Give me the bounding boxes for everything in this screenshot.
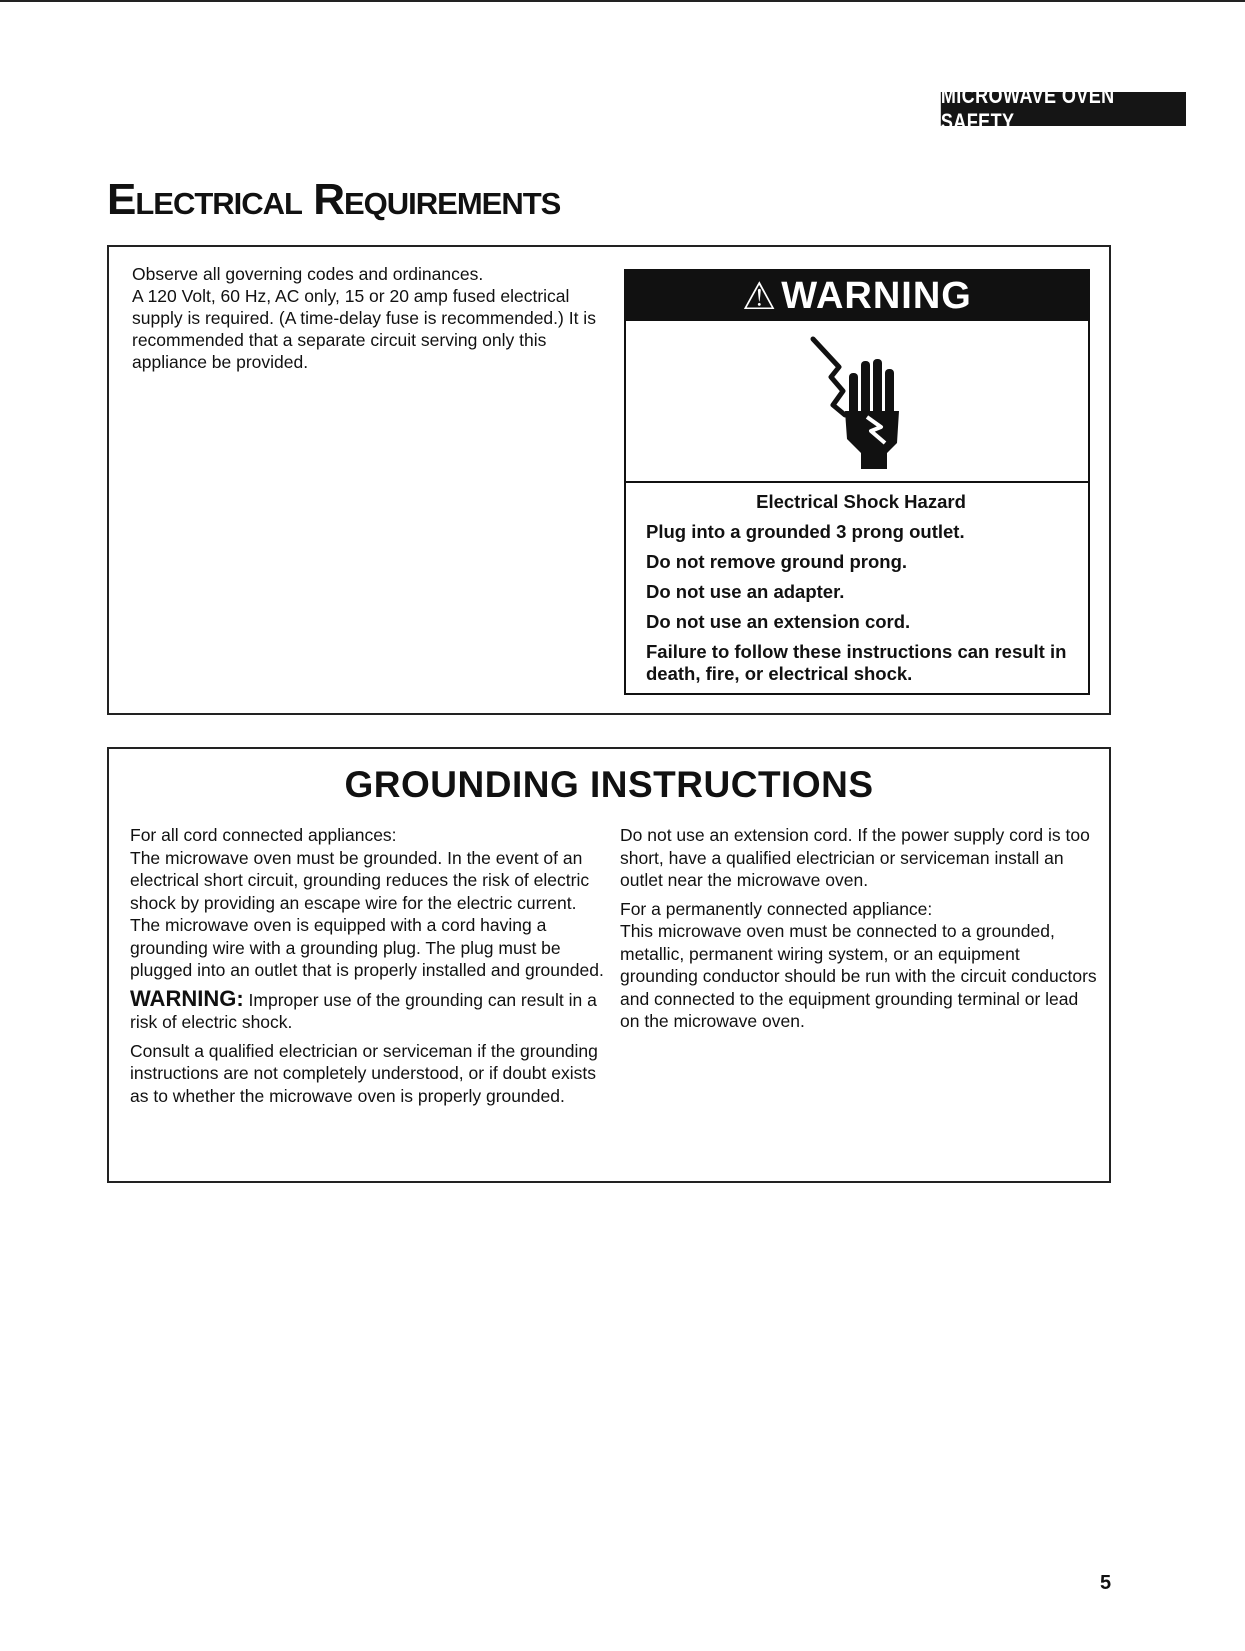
top-rule: [0, 0, 1245, 2]
cord-connected-label: For all cord connected appliances:: [130, 825, 397, 845]
alert-triangle-icon: ⚠: [742, 275, 778, 318]
extension-paragraph: Do not use an extension cord. If the power supply cord is too short, have a qualified electrician or serviceman install an outlet near the microwave oven.: [620, 825, 1090, 890]
electrical-paragraph-2: A 120 Volt, 60 Hz, AC only, 15 or 20 amp fused electrical supply is required. (A time-delay fuse is recommended.) It is recommended that a separate circuit serving only this appliance be provided.: [132, 286, 596, 372]
hazard-line: Do not use an extension cord.: [646, 611, 911, 632]
hazard-line: Failure to follow these instructions can result in death, fire, or electrical shock.: [646, 641, 1067, 684]
hazard-line: Plug into a grounded 3 prong outlet.: [646, 521, 965, 542]
hazard-symbol-area: [626, 321, 1088, 483]
hazard-line: Do not use an adapter.: [646, 581, 845, 602]
hazard-title: Electrical Shock Hazard: [756, 491, 966, 512]
electrical-requirements-text: [132, 263, 602, 373]
permanent-body: This microwave oven must be connected to a grounded, metallic, permanent wiring system, or an equipment grounding conductor should be run with the circuit conductors and connected to the equipment grounding terminal or lead on the microwave oven.: [620, 921, 1097, 1031]
warning-header: [626, 271, 1088, 321]
warning-box: [624, 269, 1090, 695]
grounding-title: GROUNDING INSTRUCTIONS: [344, 764, 874, 805]
inline-warning-body: Improper use of the grounding can result in a risk of electric shock.: [130, 989, 597, 1032]
cord-connected-body: The microwave oven must be grounded. In the event of an electrical short circuit, grounding reduces the risk of electric shock by providing an escape wire for the electric current. The microwave oven is equipped with a cord having a grounding wire with a grounding plug. The plug must be plugged into an outlet that is properly installed and grounded.: [130, 847, 604, 980]
hazard-text: [646, 491, 1076, 693]
warning-label: WARNING: [781, 274, 972, 317]
grounding-left-column: [130, 824, 610, 1113]
electric-shock-hand-icon: [807, 331, 907, 471]
section-tab: MICROWAVE OVEN SAFETY: [941, 92, 1186, 126]
inline-warning-label: WARNING:: [130, 985, 244, 1011]
page-heading: Electrical Requirements: [107, 175, 561, 224]
permanent-label: For a permanently connected appliance:: [620, 898, 933, 919]
page-number: 5: [1100, 1572, 1112, 1594]
hazard-line: Do not remove ground prong.: [646, 551, 908, 572]
consult-paragraph: Consult a qualified electrician or serviceman if the grounding instructions are not completely understood, or if doubt exists as to whether the microwave oven is properly grounded.: [130, 1040, 598, 1106]
grounding-right-column: [620, 824, 1100, 1039]
electrical-paragraph-1: Observe all governing codes and ordinances.: [132, 264, 484, 284]
